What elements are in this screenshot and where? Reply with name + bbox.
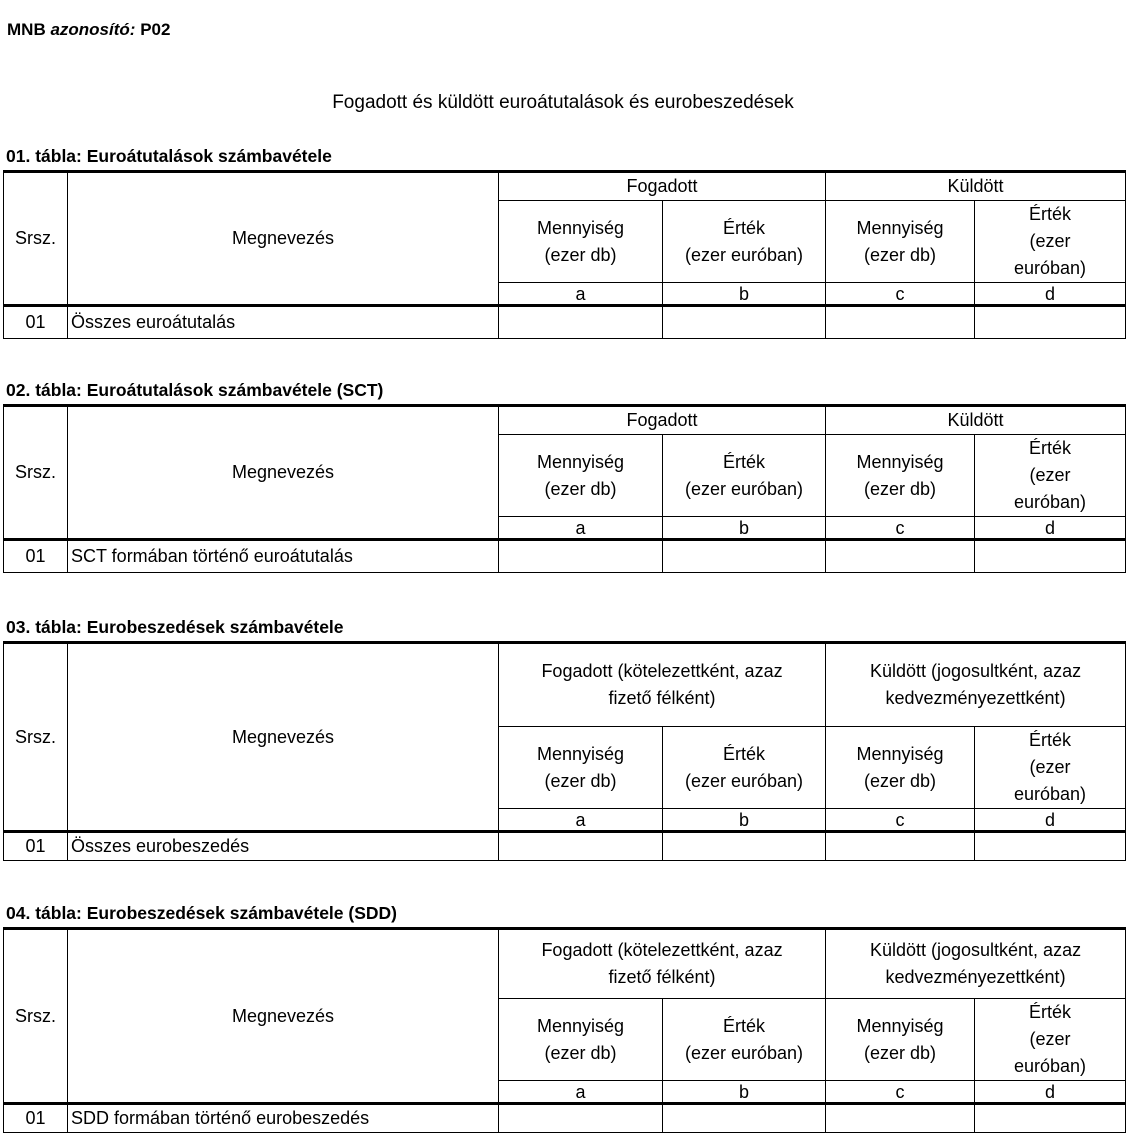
- cell-a[interactable]: [499, 540, 663, 573]
- cell-a[interactable]: [499, 306, 663, 339]
- col-letter-b: b: [663, 1081, 826, 1104]
- group-fogadott-line1: Fogadott (kötelezettként, azaz: [541, 661, 783, 681]
- ertek-line2: (ezer euróban): [684, 770, 804, 791]
- ertek-line2: (ezer euróban): [684, 1042, 804, 1063]
- group-fogadott: Fogadott: [499, 172, 826, 201]
- mennyiseg-line2: (ezer db): [544, 770, 617, 791]
- cell-c[interactable]: [826, 1104, 975, 1133]
- header-mennyiseg-a: [499, 201, 663, 283]
- ertek-line1: Érték: [723, 743, 766, 764]
- cell-d[interactable]: [975, 1104, 1126, 1133]
- ertek-line2: (ezer euróban): [684, 478, 804, 499]
- header-mennyiseg-a: [499, 727, 663, 809]
- header-mennyiseg-c: [826, 999, 975, 1081]
- header-srsz: Srsz.: [4, 929, 68, 1104]
- col-letter-d: d: [975, 517, 1126, 540]
- cell-d[interactable]: [975, 540, 1126, 573]
- header-mennyiseg-c: [826, 201, 975, 283]
- col-letter-d: d: [975, 809, 1126, 832]
- mennyiseg-line1: Mennyiség: [856, 451, 944, 472]
- group-fogadott-line2: fizető félként): [608, 688, 716, 708]
- header-megnevezes: Megnevezés: [68, 406, 499, 540]
- header-srsz: Srsz.: [4, 172, 68, 306]
- ertek-line2: (ezer: [1029, 1029, 1071, 1049]
- group-fogadott-line1: Fogadott (kötelezettként, azaz: [541, 940, 783, 960]
- ertek-line1: Érték: [1029, 1002, 1072, 1022]
- header-ertek-d: [975, 435, 1126, 517]
- group-kuldott: Küldött: [826, 172, 1126, 201]
- mennyiseg-line2: (ezer db): [864, 770, 937, 791]
- ertek-line2: (ezer euróban): [684, 244, 804, 265]
- ertek-line3: euróban): [1013, 1056, 1087, 1076]
- group-fogadott-line2: fizető félként): [608, 967, 716, 987]
- col-letter-d: d: [975, 1081, 1126, 1104]
- header-ertek-b: [663, 435, 826, 517]
- row-number: 01: [4, 306, 68, 339]
- ertek-line1: Érték: [1029, 730, 1072, 750]
- col-letter-a: a: [499, 283, 663, 306]
- mennyiseg-line1: Mennyiség: [536, 217, 625, 238]
- row-number: 01: [4, 832, 68, 861]
- group-kuldott-line2: kedvezményezettként): [885, 967, 1066, 987]
- mennyiseg-line1: Mennyiség: [856, 1015, 944, 1036]
- mennyiseg-line1: Mennyiség: [536, 1015, 625, 1036]
- row-number: 01: [4, 1104, 68, 1133]
- cell-b[interactable]: [663, 540, 826, 573]
- table-02: [3, 404, 1126, 573]
- header-ertek-d: [975, 727, 1126, 809]
- header-ertek-d: [975, 999, 1126, 1081]
- header-mennyiseg-a: [499, 999, 663, 1081]
- ertek-line1: Érték: [722, 451, 765, 472]
- mennyiseg-line2: (ezer db): [544, 1042, 617, 1063]
- header-ertek-b: [663, 201, 826, 283]
- table-04: [3, 927, 1126, 1133]
- cell-d[interactable]: [975, 832, 1126, 861]
- header-mennyiseg-c: [826, 435, 975, 517]
- cell-c[interactable]: [826, 832, 975, 861]
- mennyiseg-line2: (ezer db): [863, 478, 937, 499]
- cell-d[interactable]: [975, 306, 1126, 339]
- cell-b[interactable]: [663, 306, 826, 339]
- row-number: 01: [4, 540, 68, 573]
- mnb-mid: azonosító:: [50, 20, 136, 39]
- cell-c[interactable]: [826, 540, 975, 573]
- group-fogadott: [499, 643, 826, 727]
- col-letter-a: a: [499, 517, 663, 540]
- mennyiseg-line1: Mennyiség: [536, 743, 625, 764]
- col-letter-d: d: [975, 283, 1126, 306]
- table-04-title: 04. tábla: Eurobeszedések számbavétele (SDD): [6, 903, 397, 923]
- group-kuldott: Küldött: [826, 406, 1126, 435]
- group-kuldott-line1: Küldött (jogosultként, azaz: [869, 940, 1082, 960]
- col-letter-c: c: [826, 517, 975, 540]
- header-srsz: Srsz.: [4, 643, 68, 832]
- cell-c[interactable]: [826, 306, 975, 339]
- group-fogadott: [499, 929, 826, 999]
- col-letter-c: c: [826, 1081, 975, 1104]
- ertek-line1: Érték: [723, 1015, 766, 1036]
- row-label: SDD formában történő eurobeszedés: [68, 1104, 499, 1133]
- header-ertek-b: [663, 999, 826, 1081]
- table-02-title: 02. tábla: Euroátutalások számbavétele (SCT): [6, 380, 384, 400]
- header-megnevezes: Megnevezés: [68, 929, 499, 1104]
- cell-b[interactable]: [663, 832, 826, 861]
- col-letter-b: b: [663, 809, 826, 832]
- mennyiseg-line2: (ezer db): [863, 244, 937, 265]
- group-kuldott: [826, 643, 1126, 727]
- ertek-line2: (ezer: [1029, 465, 1071, 485]
- header-srsz: Srsz.: [4, 406, 68, 540]
- mennyiseg-line1: Mennyiség: [856, 217, 944, 238]
- header-mennyiseg-a: [499, 435, 663, 517]
- group-fogadott: Fogadott: [499, 406, 826, 435]
- mennyiseg-line1: Mennyiség: [856, 743, 944, 764]
- ertek-line2: (ezer: [1029, 231, 1071, 251]
- row-label: SCT formában történő euroátutalás: [68, 540, 499, 573]
- table-01: [3, 170, 1126, 339]
- ertek-line2: (ezer: [1029, 757, 1071, 777]
- col-letter-a: a: [499, 1081, 663, 1104]
- group-kuldott-line1: Küldött (jogosultként, azaz: [869, 661, 1082, 681]
- header-mennyiseg-c: [826, 727, 975, 809]
- col-letter-c: c: [826, 809, 975, 832]
- cell-b[interactable]: [663, 1104, 826, 1133]
- header-megnevezes: Megnevezés: [68, 172, 499, 306]
- col-letter-b: b: [663, 517, 826, 540]
- mnb-identifier: [7, 20, 170, 40]
- row-label: Összes eurobeszedés: [68, 832, 499, 861]
- mennyiseg-line2: (ezer db): [544, 244, 617, 265]
- ertek-line1: Érték: [1029, 438, 1072, 458]
- row-label: Összes euroátutalás: [68, 306, 499, 339]
- table-03: [3, 641, 1126, 861]
- mnb-code: P02: [140, 20, 171, 39]
- group-kuldott-line2: kedvezményezettként): [885, 688, 1066, 708]
- header-megnevezes: Megnevezés: [68, 643, 499, 832]
- header-ertek-b: [663, 727, 826, 809]
- header-ertek-d: [975, 201, 1126, 283]
- mennyiseg-line2: (ezer db): [864, 1042, 937, 1063]
- ertek-line3: euróban): [1013, 492, 1087, 512]
- group-kuldott: [826, 929, 1126, 999]
- table-01-title: 01. tábla: Euroátutalások számbavétele: [6, 146, 332, 166]
- ertek-line1: Érték: [1029, 204, 1072, 224]
- col-letter-a: a: [499, 809, 663, 832]
- mennyiseg-line1: Mennyiség: [536, 451, 625, 472]
- ertek-line3: euróban): [1013, 784, 1087, 804]
- cell-a[interactable]: [499, 1104, 663, 1133]
- table-03-title: 03. tábla: Eurobeszedések számbavétele: [6, 617, 344, 637]
- ertek-line3: euróban): [1013, 258, 1087, 278]
- mennyiseg-line2: (ezer db): [544, 478, 617, 499]
- col-letter-b: b: [663, 283, 826, 306]
- mnb-label: MNB: [7, 20, 46, 39]
- col-letter-c: c: [826, 283, 975, 306]
- ertek-line1: Érték: [722, 217, 765, 238]
- cell-a[interactable]: [499, 832, 663, 861]
- page-title: Fogadott és küldött euroátutalások és eurobeszedések: [332, 92, 794, 113]
